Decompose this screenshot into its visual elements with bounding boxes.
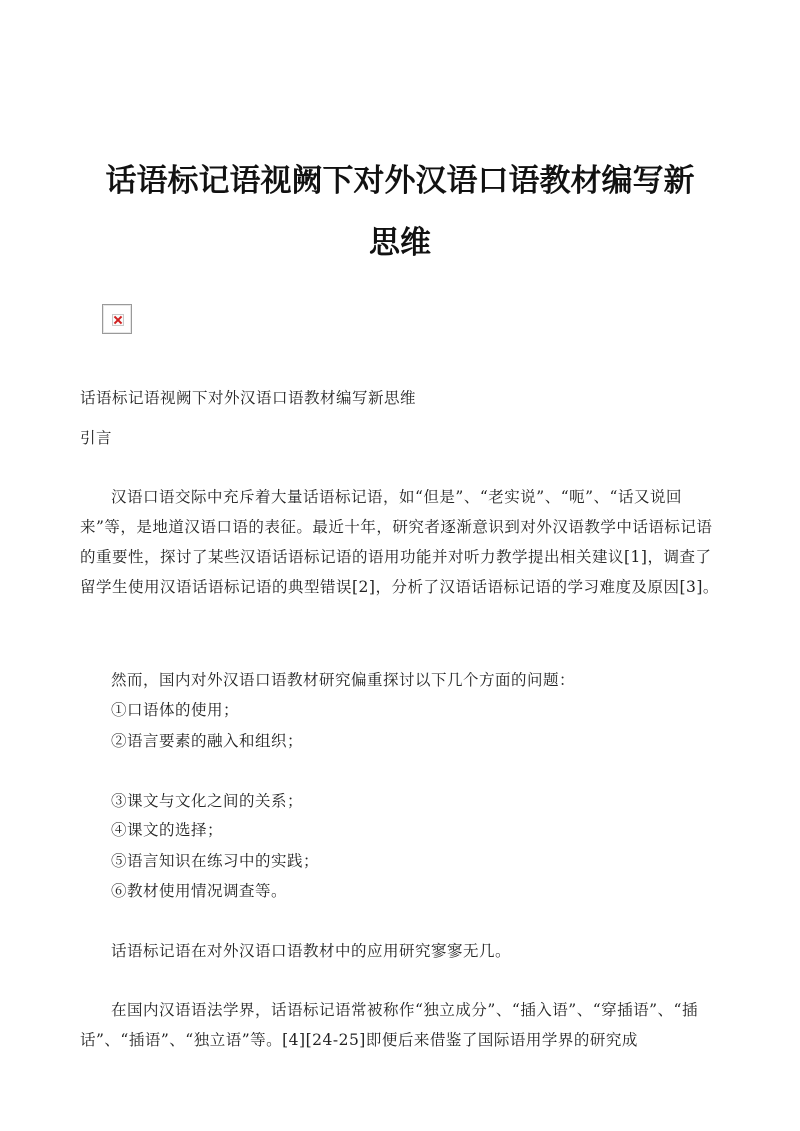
paragraph-problems-intro: 然而，国内对外汉语口语教材研究偏重探讨以下几个方面的问题： [111,671,576,689]
list-item: ⑥教材使用情况调查等。 [111,882,288,900]
list-item: ⑤语言知识在练习中的实践； [111,852,320,870]
document-subtitle: 话语标记语视阙下对外汉语口语教材编写新思维 [80,389,417,407]
list-item: ②语言要素的融入和组织； [111,732,304,750]
paragraph-grammar-terms: 在国内汉语语法学界，话语标记语常被称作“独立成分”、“插入语”、“穿插语”、“插话”、“插语”、“独立语”等。[4][24-25]即便后来借鉴了国际语用学界的研究成 [80,1001,698,1049]
list-item: ③课文与文化之间的关系； [111,792,304,810]
paragraph-intro: 汉语口语交际中充斥着大量话语标记语，如“但是”、“老实说”、“呃”、“话又说回来”等，是地道汉语口语的表征。最近十年，研究者逐渐意识到对外汉语教学中话语标记语的重要性，探讨了某些汉语话语标记语的语用功能并对听力教学提出相关建议[1]，调查了留学生使用汉语话语标记语的典型错误[2]，分析了汉语话语标记语的学习难度及原因[3]。 [80,488,719,596]
paragraph-application-research: 话语标记语在对外汉语口语教材中的应用研究寥寥无几。 [111,942,512,960]
section-heading: 引言 [80,429,113,447]
list-item: ④课文的选择； [111,821,224,839]
document-title-line-2: 思维 [369,225,431,261]
document-title-line-1: 话语标记语视阙下对外汉语口语教材编写新 [105,163,695,199]
broken-image-x-mark [112,314,124,326]
list-item: ①口语体的使用； [111,701,240,719]
broken-image-icon [102,304,132,334]
document-title [80,150,720,274]
